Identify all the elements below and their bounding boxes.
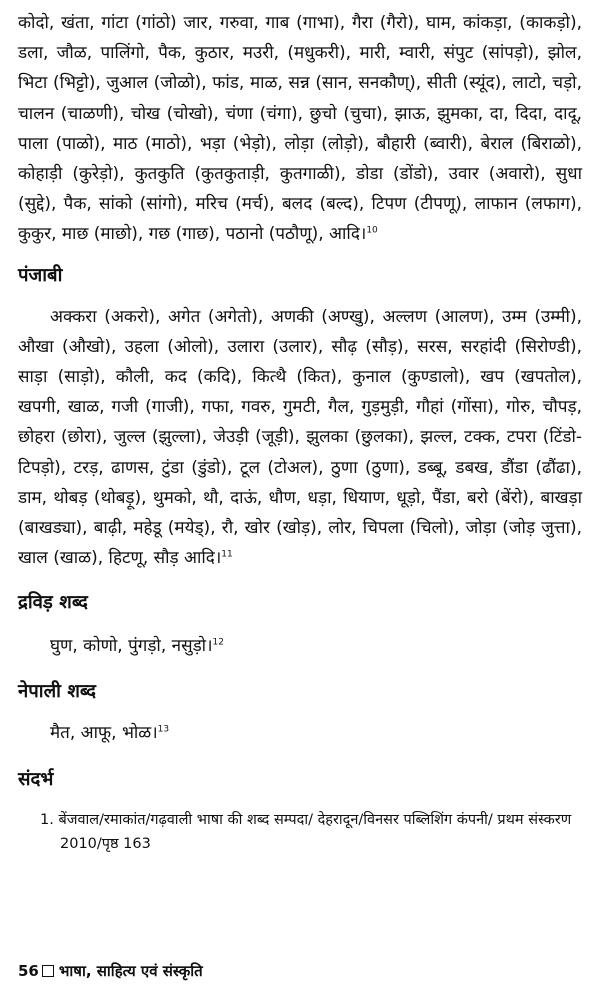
book-title: भाषा, साहित्य एवं संस्कृति	[58, 962, 203, 980]
reference-text: बेंजवाल/रमाकांत/गढ़वाली भाषा की शब्द सम्पदा/ देहरादून/विनसर पब्लिशिंग कंपनी/ प्रथम संस्करण 2010/पृष्ठ 163	[58, 811, 572, 852]
reference-item	[18, 808, 582, 856]
intro-paragraph	[18, 8, 582, 250]
punjabi-paragraph	[18, 302, 582, 574]
square-box-icon	[42, 965, 54, 977]
nepali-paragraph	[18, 718, 582, 748]
intro-text: कोदो, खंता, गांटा (गांठो) जार, गरुवा, गाब (गाभा), गैरा (गैरो), घाम, कांकड़ा, (काकड़ो), डला, जौळ, पालिंगो, पैक, कुठार, मउरी, (मधुकरी), मारी, म्वारी, संपुट (सांपड़ो), झोल, भिटा (भिट्टो), जुआल (जोळो), फांड, माळ, सन्न (सान, सनकौण्), सीती (स्यूंद), लाटो, चड़ो, चालन (चाळणी), चोख (चोखो), चंणा (चंगा), छुचो (चुचा), झाऊ, झुमका, दा, दिदा, दादू, पाला (पाळो), माठ (माठो), भड़ा (भेड़ो), लोड़ा (लोड़ो), बौहारी (ब्वारी), बेराल (बिराळो), कोहाड़ी (कुरेड़ो), कुतकुति (कुतकुताड़ी, कुतगाळी), डोडा (डोंडो), उवार (अवारो), सुधा (सुद्दे), पैक, सांको (सांगो), मरिच (मर्च), बलद (बल्द), टिपण (टीपणू), लाफान (लफाग), कुकुर, माछ (माछो), गछ (गाछ), पठानो (पठौणू), आदि।	[18, 13, 582, 245]
footnote-ref-11: 11	[221, 549, 233, 560]
heading-nepali: नेपाली शब्द	[18, 680, 96, 702]
page-number: 56	[18, 962, 39, 980]
heading-punjabi: पंजाबी	[18, 264, 63, 286]
nepali-text: मैत, आफू, भोळ।	[50, 722, 158, 743]
footnote-ref-13: 13	[157, 724, 170, 734]
dravid-paragraph	[18, 631, 582, 661]
dravid-text: घुण, कोणो, पुंगड़ो, नसुड़ो।	[50, 636, 213, 657]
footnote-ref-10: 10	[366, 225, 378, 236]
reference-number: 1.	[40, 811, 54, 828]
footnote-ref-12: 12	[212, 637, 224, 648]
page-footer	[18, 960, 203, 982]
heading-dravid: द्रविड़ शब्द	[18, 592, 88, 614]
punjabi-text: अक्करा (अकरो), अगेत (अगेतो), अणकी (अण्खु), अल्लण (आलण), उम्म (उम्मी), औखा (औखो), उहला (ओलो), उलारा (उलार), सौढ़ (सौड़), सरस, सरहांदी (सिरोण्डी), साड़ा (साड़ो), कौली, कद (कदि), कित्थै (कित), कुनाल (कुण्डालो), खप (खपतोल), खपगी, खाळ, गजी (गाजी), गफा, गवरु, गुमटी, गैल, गुड़मुड़ी, गौहां (गोंसा), गोरु, चौपड़, छोहरा (छोरा), जुल्ल (झुल्ला), जेउड़ी (जूड़ी), झुलका (छुलका), झल्ल, टक्क, टपरा (टिंडो-टिपड़ो), टरड़, ढाणस, टुंडा (डुंडो), टूल (टोअल), ठुणा (ठुणा), डब्बू, डबख, डौंडा (ढौंढा), डाम, थोबड़ (थोबड़ू), थुमको, थौ, दाऊं, धौण, धड़ा, धियाण, धूड़ो, पैंडा, बरो (बेंरो), बाखड़ा (बाखड्या), बाढ़ी, महेडू (मयेड्), रौ, खोर (खोड़), लोर, चिपला (चिलो), जोड़ा (जोड़ जुत्ता), खाल (खाळ), हिटणू, सौड़ आदि।	[18, 306, 582, 569]
heading-sandarbh: संदर्भ	[18, 768, 54, 790]
